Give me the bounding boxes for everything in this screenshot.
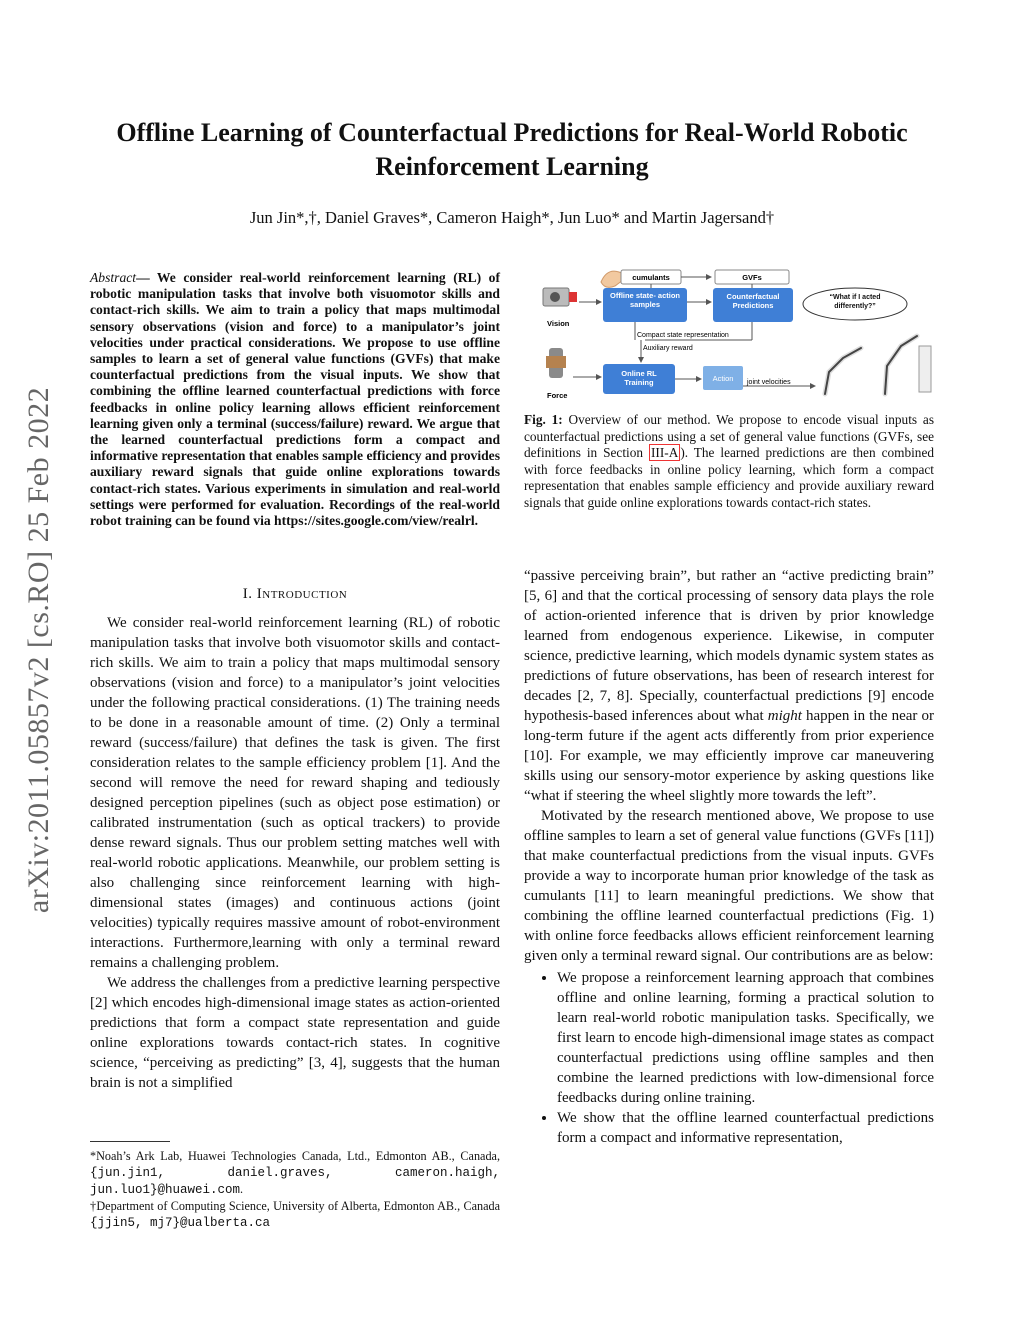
paper-title: Offline Learning of Counterfactual Predictions for Real-World Robotic Reinforcement Learning <box>116 118 908 181</box>
arxiv-id: arXiv:2011.05857v2 [cs.RO] 25 Feb 2022 <box>22 386 55 914</box>
abstract <box>90 270 500 529</box>
section-heading: I. Introduction <box>242 586 348 602</box>
footnote-rule <box>90 1141 170 1142</box>
robot-arm-icon <box>825 336 931 394</box>
online-rl-label: Online RL Training <box>621 369 657 387</box>
footnotes <box>90 1148 500 1231</box>
right-column <box>524 566 934 1148</box>
what-if-label: “What if I acted differently?” <box>829 294 881 310</box>
force-sensor-icon <box>546 348 566 378</box>
figure-1-caption: Fig. 1: Overview of our method. We propose to encode visual inputs as counterfactual predictions using a set of general value functions (GVFs, see definitions in Section III-A ). The learned predictions are then combined with force feedbacks in online policy learning, which form a compact representation that enables sample efficiency and provide auxiliary reward signals that guide online explorations towards contact-rich states. <box>524 412 935 510</box>
footnote-2-emails: {jjin5, mj7}@ualberta.ca <box>90 1216 271 1230</box>
author-list: Jun Jin*,†, Daniel Graves*, Cameron Haigh*, Jun Luo* and Martin Jagersand† <box>249 208 775 227</box>
hand-icon <box>601 271 624 287</box>
section-ref-link[interactable]: III-A <box>650 445 679 460</box>
intro-paragraph-4: Motivated by the research mentioned above, We propose to use offline samples to learn a set of general value functions (GVFs [11]) that make counterfactual predictions from the visual inputs. GVFs provide a way to incorporate human prior knowledge of the task as cumulants [11] to learn meaningful predictions. We show that combining the offline learned counterfactual predictions (Fig. 1) with online force feedbacks allows efficient reinforcement learning given only a terminal reward signal. Our contributions are as below: <box>524 808 934 964</box>
offline-samples-label: Offline state- action samples <box>609 291 680 309</box>
footnote-1: *Noah’s Ark Lab, Huawei Technologies Canada, Ltd., Edmonton AB., Canada, {jun.jin1, daniel.graves, cameron.haigh, jun.luo1}@huawei.com. <box>90 1149 500 1197</box>
gvfs-label: GVFs <box>742 273 762 282</box>
compact-label: Compact state representation <box>637 332 729 339</box>
intro-paragraph-1: We consider real-world reinforcement learning (RL) of robotic manipulation tasks that involve both visuomotor skills and contact-rich skills. We aim to train a policy that maps multimodal sensory observations (vision and force) to a manipulator’s joint velocities under the following practical considerations. (1) The training needs to be done in a reasonable amount of time. (2) Only a terminal reward (success/failure) that defines the task is given. The first consideration relates to the sample efficiency problem [1]. And the second will remove the need for reward shaping and tediously designed perception pipelines (such as object pose estimation) or calibrated instrumentation (such as optical trackers) to provide dense reward signals. Thus our problem setting matches well with real-world robotic applications. Meanwhile, our problem setting is also challenging since reinforcement learning with high-dimensional states (images) and continuous actions (joint velocities) typically requires massive amount of robot-environment interactions. Furthermore,learning with only a terminal reward remains a challenging problem. <box>90 615 500 971</box>
footnote-1-emails: {jun.jin1, daniel.graves, cameron.haigh, jun.luo1}@huawei.com <box>90 1166 500 1197</box>
list-item: • We propose a reinforcement learning approach that combines offline and online learning, forming a practical solution to learn real-world robotic manipulation tasks. Specifically, we first learn to encode high-dimensional image states as compact counterfactual predictions using offline samples and then combine the learned predictions with low-dimensional force feedbacks during online training. <box>557 968 934 1108</box>
cumulants-label: cumulants <box>632 273 670 282</box>
intro-paragraph-3: “passive perceiving brain”, but rather an “active predicting brain” [5, 6] and that the cortical processing of sensory data plays the role of action-oriented inference that is driven by prior knowledge learned from endogenous experience. Likewise, in computer science, predictive learning, which models dynamic system states as predictions of future observations, has been of research interest for decades [2, 7, 8]. Specially, counterfactual predictions [9] encode hypothesis-based inferences about what might happen in the near or long-term future if the agent acts differently from prior experience [10]. For example, we may efficiently improve car maneuvering skills using our sensory-motor experience by asking questions like “what if steering the wheel slightly more towards the left”. <box>524 568 934 804</box>
left-column <box>90 613 500 1093</box>
vision-label: Vision <box>547 319 570 328</box>
abstract-label: Abstract <box>90 270 137 285</box>
counterfactual-label: Counterfactual Predictions <box>726 292 780 310</box>
caption-label: Fig. 1: <box>524 412 563 427</box>
camera-icon <box>543 288 577 306</box>
list-item: • We show that the offline learned counterfactual predictions form a compact and informative representation, <box>557 1108 934 1148</box>
action-label: Action <box>712 374 734 383</box>
intro-paragraph-2: We address the challenges from a predictive learning perspective [2] which encodes high-dimensional image states as action-oriented predictions that form a compact state representation and guide online explorations towards contact-rich states. In cognitive science, “perceiving as predicting” [3, 4], suggests that the human brain is not a simplified <box>90 975 500 1091</box>
aux-label: Auxiliary reward <box>643 345 693 352</box>
arxiv-sidebar <box>14 350 64 950</box>
contribution-list <box>524 968 934 1148</box>
abstract-text: — We consider real-world reinforcement learning (RL) of robotic manipulation tasks that involve both visuomotor skills and contact-rich skills. We aim to train a policy that maps multimodal sensory observations (vision and force) to a manipulator’s joint velocities under practical considerations. We propose to use offline samples to learn a set of general value functions (GVFs) that make counterfactual predictions from the visual inputs. We show that combining the offline learned counterfactual predictions with force feedbacks in online policy learning allows efficient reinforcement learning given only a terminal (success/failure) reward. We argue that the learned counterfactual predictions form a compact and informative representation that enables sample efficiency and provides auxiliary reward signals that guide online explorations towards contact-rich states. Various experiments in simulation and real-world settings were performed for evaluation. Recordings of the real-world robot training can be found via https://sites.google.com/view/realrl. <box>90 270 500 529</box>
figure-1-diagram <box>525 262 945 412</box>
joint-velocities-label: joint velocities <box>747 379 791 386</box>
force-label: Force <box>547 391 568 400</box>
footnote-2: †Department of Computing Science, University of Alberta, Edmonton AB., Canada {jjin5, mj7}@ualberta.ca <box>90 1199 500 1230</box>
